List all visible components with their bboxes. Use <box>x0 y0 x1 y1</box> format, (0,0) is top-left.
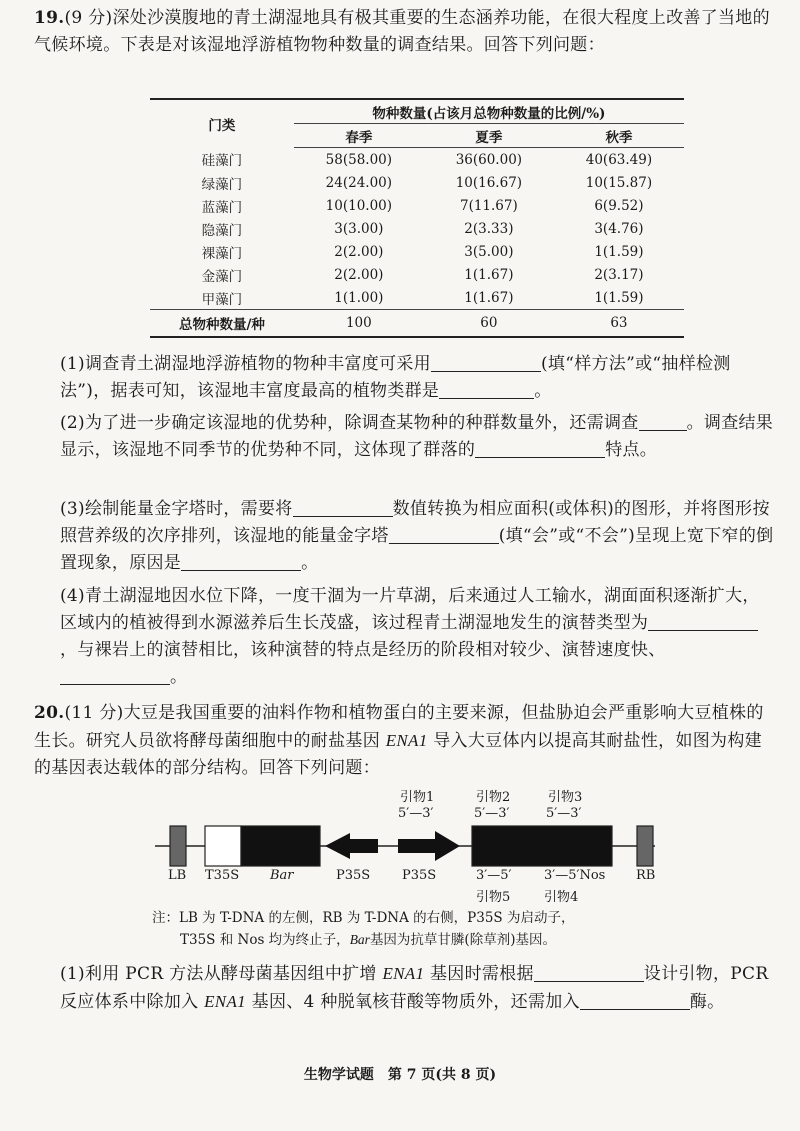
t35s-label: T35S <box>205 868 240 883</box>
answer-blank[interactable] <box>580 991 690 1010</box>
p35s-right-arrow <box>398 831 460 861</box>
answer-blank[interactable] <box>639 412 687 431</box>
page-footer: 生物学试题 第 7 页(共 8 页) <box>303 1067 497 1083</box>
p35s-right-label: P35S <box>402 868 437 883</box>
answer-blank[interactable] <box>534 963 644 982</box>
rb-block <box>637 826 653 866</box>
q19-intro: 19.(9 分)深处沙漠腹地的青土湖湿地具有极其重要的生态涵养功能，在很大程度上改善了当地的气候环境。下表是对该湿地浮游植物物种数量的调查结果。回答下列问题： <box>34 8 770 55</box>
primer3-direction: 5′—3′ <box>546 806 582 821</box>
table-row: 硅藻门 58(58.00) 36(60.00) 40(63.49) <box>201 151 653 170</box>
primer4-label: 引物4 <box>544 890 579 905</box>
t35s-block <box>205 826 241 866</box>
answer-blank[interactable] <box>431 353 541 372</box>
bar-label: Bar <box>270 868 294 883</box>
table-row: 绿藻门 24(24.00) 10(16.67) 10(15.87) <box>201 174 653 193</box>
table-row: 隐藻门 3(3.00) 2(3.33) 3(4.76) <box>201 220 644 239</box>
rb-label: RB <box>636 868 656 883</box>
table-header-span: 物种数量(占该月总物种数量的比例/%) <box>294 99 684 124</box>
primer4-direction: 3′—5′Nos <box>544 868 606 883</box>
answer-blank[interactable] <box>181 552 301 571</box>
bar-block <box>241 826 320 866</box>
primer3-label: 引物3 <box>548 790 583 805</box>
lb-label: LB <box>168 868 187 883</box>
primer2-direction: 5′—3′ <box>474 806 510 821</box>
table-row: 甲藻门 1(1.00) 1(1.67) 1(1.59) <box>201 289 644 308</box>
q19-part4: (4)青土湖湿地因水位下降，一度干涸为一片草湖，后来通过人工输水，湖面面积逐渐扩大，区域内的植被得到水源滋养后生长茂盛，该过程青土湖湿地发生的演替类型为，与裸岩上的演替相比，该种演替的特点是经历的阶段相对较少、演替速度快、。 <box>60 586 760 687</box>
answer-blank[interactable] <box>439 380 534 399</box>
diagram-note: 注：LB 为 T-DNA 的左侧，RB 为 T-DNA 的右侧，P35S 为启动子， T35S 和 Nos 均为终止子，Bar基因为抗草甘膦(除草剂)基因。 <box>152 910 575 948</box>
table-row: 金藻门 2(2.00) 1(1.67) 2(3.17) <box>201 266 644 285</box>
table-row: 裸藻门 2(2.00) 3(5.00) 1(1.59) <box>201 243 644 262</box>
ena1-block <box>472 826 612 866</box>
table-season-autumn: 秋季 <box>554 124 684 148</box>
primer2-label: 引物2 <box>476 790 511 805</box>
table-row: 蓝藻门 10(10.00) 7(11.67) 6(9.52) <box>201 197 644 216</box>
table-total-row: 总物种数量/种 100 60 63 <box>150 310 684 338</box>
q19-number: 19. <box>34 8 65 28</box>
answer-blank[interactable] <box>648 612 758 631</box>
primer1-label: 引物1 <box>400 790 435 805</box>
lb-block <box>170 826 186 866</box>
p35s-left-label: P35S <box>336 868 371 883</box>
expression-vector-diagram <box>150 780 670 905</box>
answer-blank[interactable] <box>60 666 170 685</box>
answer-blank[interactable] <box>475 439 605 458</box>
table-season-summer: 夏季 <box>424 124 554 148</box>
q19-part1: (1)调查青土湖湿地浮游植物的物种丰富度可采用 (填“样方法”或“抽样检测法”)，据表可知，该湿地丰富度最高的植物类群是 。 <box>60 354 731 401</box>
q19-part3: (3)绘制能量金字塔时，需要将 数值转换为相应面积(或体积)的图形，并将图形按照营养级的次序排列，该湿地的能量金字塔 (填“会”或“不会”)呈现上宽下窄的倒置现象，原因是 。 <box>60 499 774 573</box>
p35s-left-arrow <box>325 833 378 859</box>
q20-number: 20. <box>34 703 65 723</box>
table-season-spring: 春季 <box>294 124 424 148</box>
primer5-label: 引物5 <box>476 890 511 905</box>
primer1-direction: 5′—3′ <box>398 806 434 821</box>
q20-part1: (1)利用 PCR 方法从酵母菌基因组中扩增 ENA1 基因时需根据 设计引物，PCR 反应体系中除加入 ENA1 基因、4 种脱氧核苷酸等物质外，还需加入 酶。 <box>60 964 769 1012</box>
table-header-group: 门类 <box>150 99 294 148</box>
species-table <box>150 98 684 338</box>
answer-blank[interactable] <box>389 525 499 544</box>
answer-blank[interactable] <box>293 498 393 517</box>
q20-intro: 20.(11 分)大豆是我国重要的油料作物和植物蛋白的主要来源，但盐胁迫会严重影响大豆植株的生长。研究人员欲将酵母菌细胞中的耐盐基因 ENA1 导入大豆体内以提高其耐盐性，如图为构建的基因表达载体的部分结构。回答下列问题： <box>34 703 764 778</box>
q19-part2: (2)为了进一步确定该湿地的优势种，除调查某物种的种群数量外，还需调查 。调查结果显示，该湿地不同季节的优势种不同，这体现了群落的 特点。 <box>60 413 774 460</box>
primer5-direction: 3′—5′ <box>476 868 512 883</box>
